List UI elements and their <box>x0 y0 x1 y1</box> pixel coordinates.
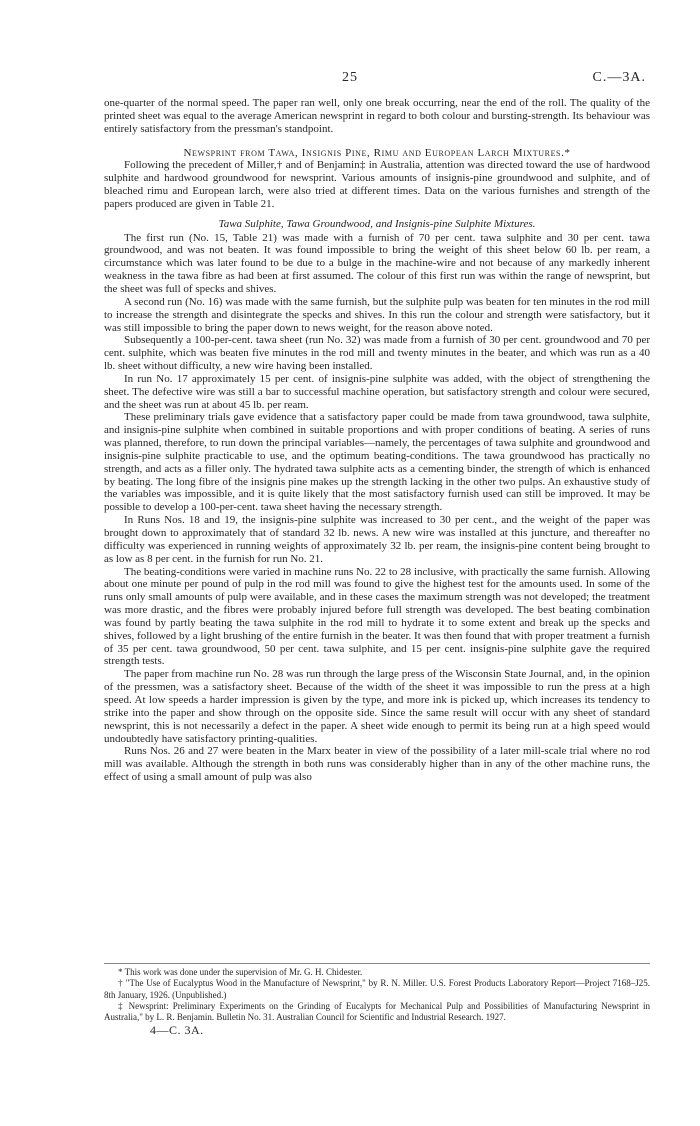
paragraph: Runs Nos. 26 and 27 were beaten in the Marx beater in view of the possibility of a later mill-scale trial where no rod mill was available. Although the strength in both runs was considerably higher than in any of the other machine runs, the effect of using a small amount of pulp was also <box>104 745 650 784</box>
print-code: 4—C. 3A. <box>150 1023 204 1037</box>
section-intro-paragraph: Following the precedent of Miller,† and of Benjamin‡ in Australia, attention was directed toward the use of hardwood sulphite and hardwood groundwood for newsprint. Various amounts of insignis-pine groundwood and sulphite, and of bleached rimu and European larch, were also tried at different times. Data on the various furnishes and strength of the papers produced are given in Table 21. <box>104 159 650 210</box>
footnote-divider <box>104 963 650 964</box>
document-reference: C.—3A. <box>592 70 646 85</box>
section-heading: Newsprint from Tawa, Insignis Pine, Rimu and European Larch Mixtures.* <box>183 146 571 159</box>
paragraph: Subsequently a 100-per-cent. tawa sheet (run No. 32) was made from a furnish of 30 per cent. groundwood and 70 per cent. sulphite, which was beaten five minutes in the rod mill and twenty minutes in the beater, and which was run as a 40 lb. sheet without difficulty, a new wire having been installed. <box>104 334 650 373</box>
opening-paragraph: one-quarter of the normal speed. The paper ran well, only one break occurring, near the end of the roll. The quality of the printed sheet was equal to the average American newsprint in regard to both colour and bursting-strength. Its behaviour was entirely satisfactory from the pressman's standpoint. <box>104 97 650 135</box>
paragraph: The first run (No. 15, Table 21) was made with a furnish of 70 per cent. tawa sulphite and 30 per cent. tawa groundwood, and was not beaten. It was found impossible to bring the weight of this sheet below 60 lb. per ream, a circumstance which was later found to be due to a bulge in the machine-wire and not because of any markedly inherent weakness in the tawa fibre as had been at first assumed. The colour of this first run was within the range of newsprint, but the sheet was full of specks and shives. <box>104 231 650 295</box>
paragraph: A second run (No. 16) was made with the same furnish, but the sulphite pulp was beaten for ten minutes in the rod mill to increase the strength and disintegrate the specks and shives. In this run the colour and strength were satisfactory, but it was still impossible to bring the paper down to news weight, for the reason above noted. <box>104 295 650 334</box>
paragraph: These preliminary trials gave evidence that a satisfactory paper could be made from tawa groundwood, tawa sulphite, and insignis-pine sulphite when combined in suitable proportions and with proper conditions of beating. A series of runs was planned, therefore, to run down the principal variables—namely, the percentages of tawa sulphite and groundwood and insignis-pine sulphite practicable to use, and the optimum beating-conditions. The tawa groundwood has practically no strength, and acts as a filler only. The hydrated tawa sulphite acts as a cementing binder, the strength of which is enhanced by beating. The long fibre of the insignis pine makes up the strength lacking in the other two pulps. An exhaustive study of the variables was impossible, and it is quite likely that the most satisfactory furnish used can still be improved. It may be possible to develop a 100-per-cent. tawa sheet having the necessary strength. <box>104 411 650 514</box>
paragraph: In Runs Nos. 18 and 19, the insignis-pine sulphite was increased to 30 per cent., and the weight of the paper was brought down to approximately that of standard 32 lb. news. A new wire was installed at this juncture, and thereafter no difficulty was experienced in running weights of approximately 32 lb. per ream, the insignis-pine content being brought to as low as 8 per cent. in the furnish for run No. 21. <box>104 514 650 565</box>
paragraph: The beating-conditions were varied in machine runs No. 22 to 28 inclusive, with practically the same furnish. Allowing about one minute per pound of pulp in the rod mill was found to give the highest test for the amounts used. In some of the runs only small amounts of pulp were available, and in these cases the maximum strength was not developed; the treatment was more drastic, and the fibres were probably injured before full strength was developed. The best beating combination was found by partly beating the tawa sulphite in the rod mill to hydrate it to some extent and break up the specks and shives, followed by a light brushing of the entire furnish in the beater. It was then found that with proper treatment a furnish of 35 per cent. tawa groundwood, 50 per cent. tawa sulphite, and 15 per cent. insignis-pine sulphite gave the required strength tests. <box>104 565 650 668</box>
footnote: * This work was done under the supervision of Mr. G. H. Chidester. <box>118 967 363 977</box>
footnote: † "The Use of Eucalyptus Wood in the Manufacture of Newsprint," by R. N. Miller. U.S. Forest Products Laboratory Report—Project 7168–J25. 8th January, 1926. (Unpublished.) <box>104 978 650 1000</box>
footnote: ‡ Newsprint: Preliminary Experiments on the Grinding of Eucalypts for Mechanical Pulp and Possibilities of Manufacturing Newsprint in Australia," by L. R. Benjamin. Bulletin No. 31. Australian Council for Scientific and Industrial Research. 1927. <box>104 1000 650 1023</box>
paragraph: In run No. 17 approximately 15 per cent. of insignis-pine sulphite was added, with the object of strengthening the sheet. The defective wire was still a bar to successful machine operation, but satisfactory strength and colour were secured, and the sheet was run at about 45 lb. per ream. <box>104 372 650 411</box>
subsection-heading: Tawa Sulphite, Tawa Groundwood, and Insignis-pine Sulphite Mixtures. <box>218 217 536 230</box>
paragraph: The paper from machine run No. 28 was run through the large press of the Wisconsin State Journal, and, in the opinion of the pressmen, was a satisfactory sheet. Because of the width of the sheet it was impossible to run the press at a high speed. At low speeds a harder impression is given by the type, and more ink is picked up, which increases its tendency to strike into the paper and show through on the opposite side. Since the same result will occur with any sheet of standard newsprint, this is not necessarily a defect in the paper. A sheet wide enough to permit its being run at a high speed would undoubtedly have satisfactory printing-qualities. <box>104 668 650 745</box>
page-number: 25 <box>342 70 358 85</box>
footnotes <box>104 967 650 1023</box>
body-text <box>104 97 650 784</box>
